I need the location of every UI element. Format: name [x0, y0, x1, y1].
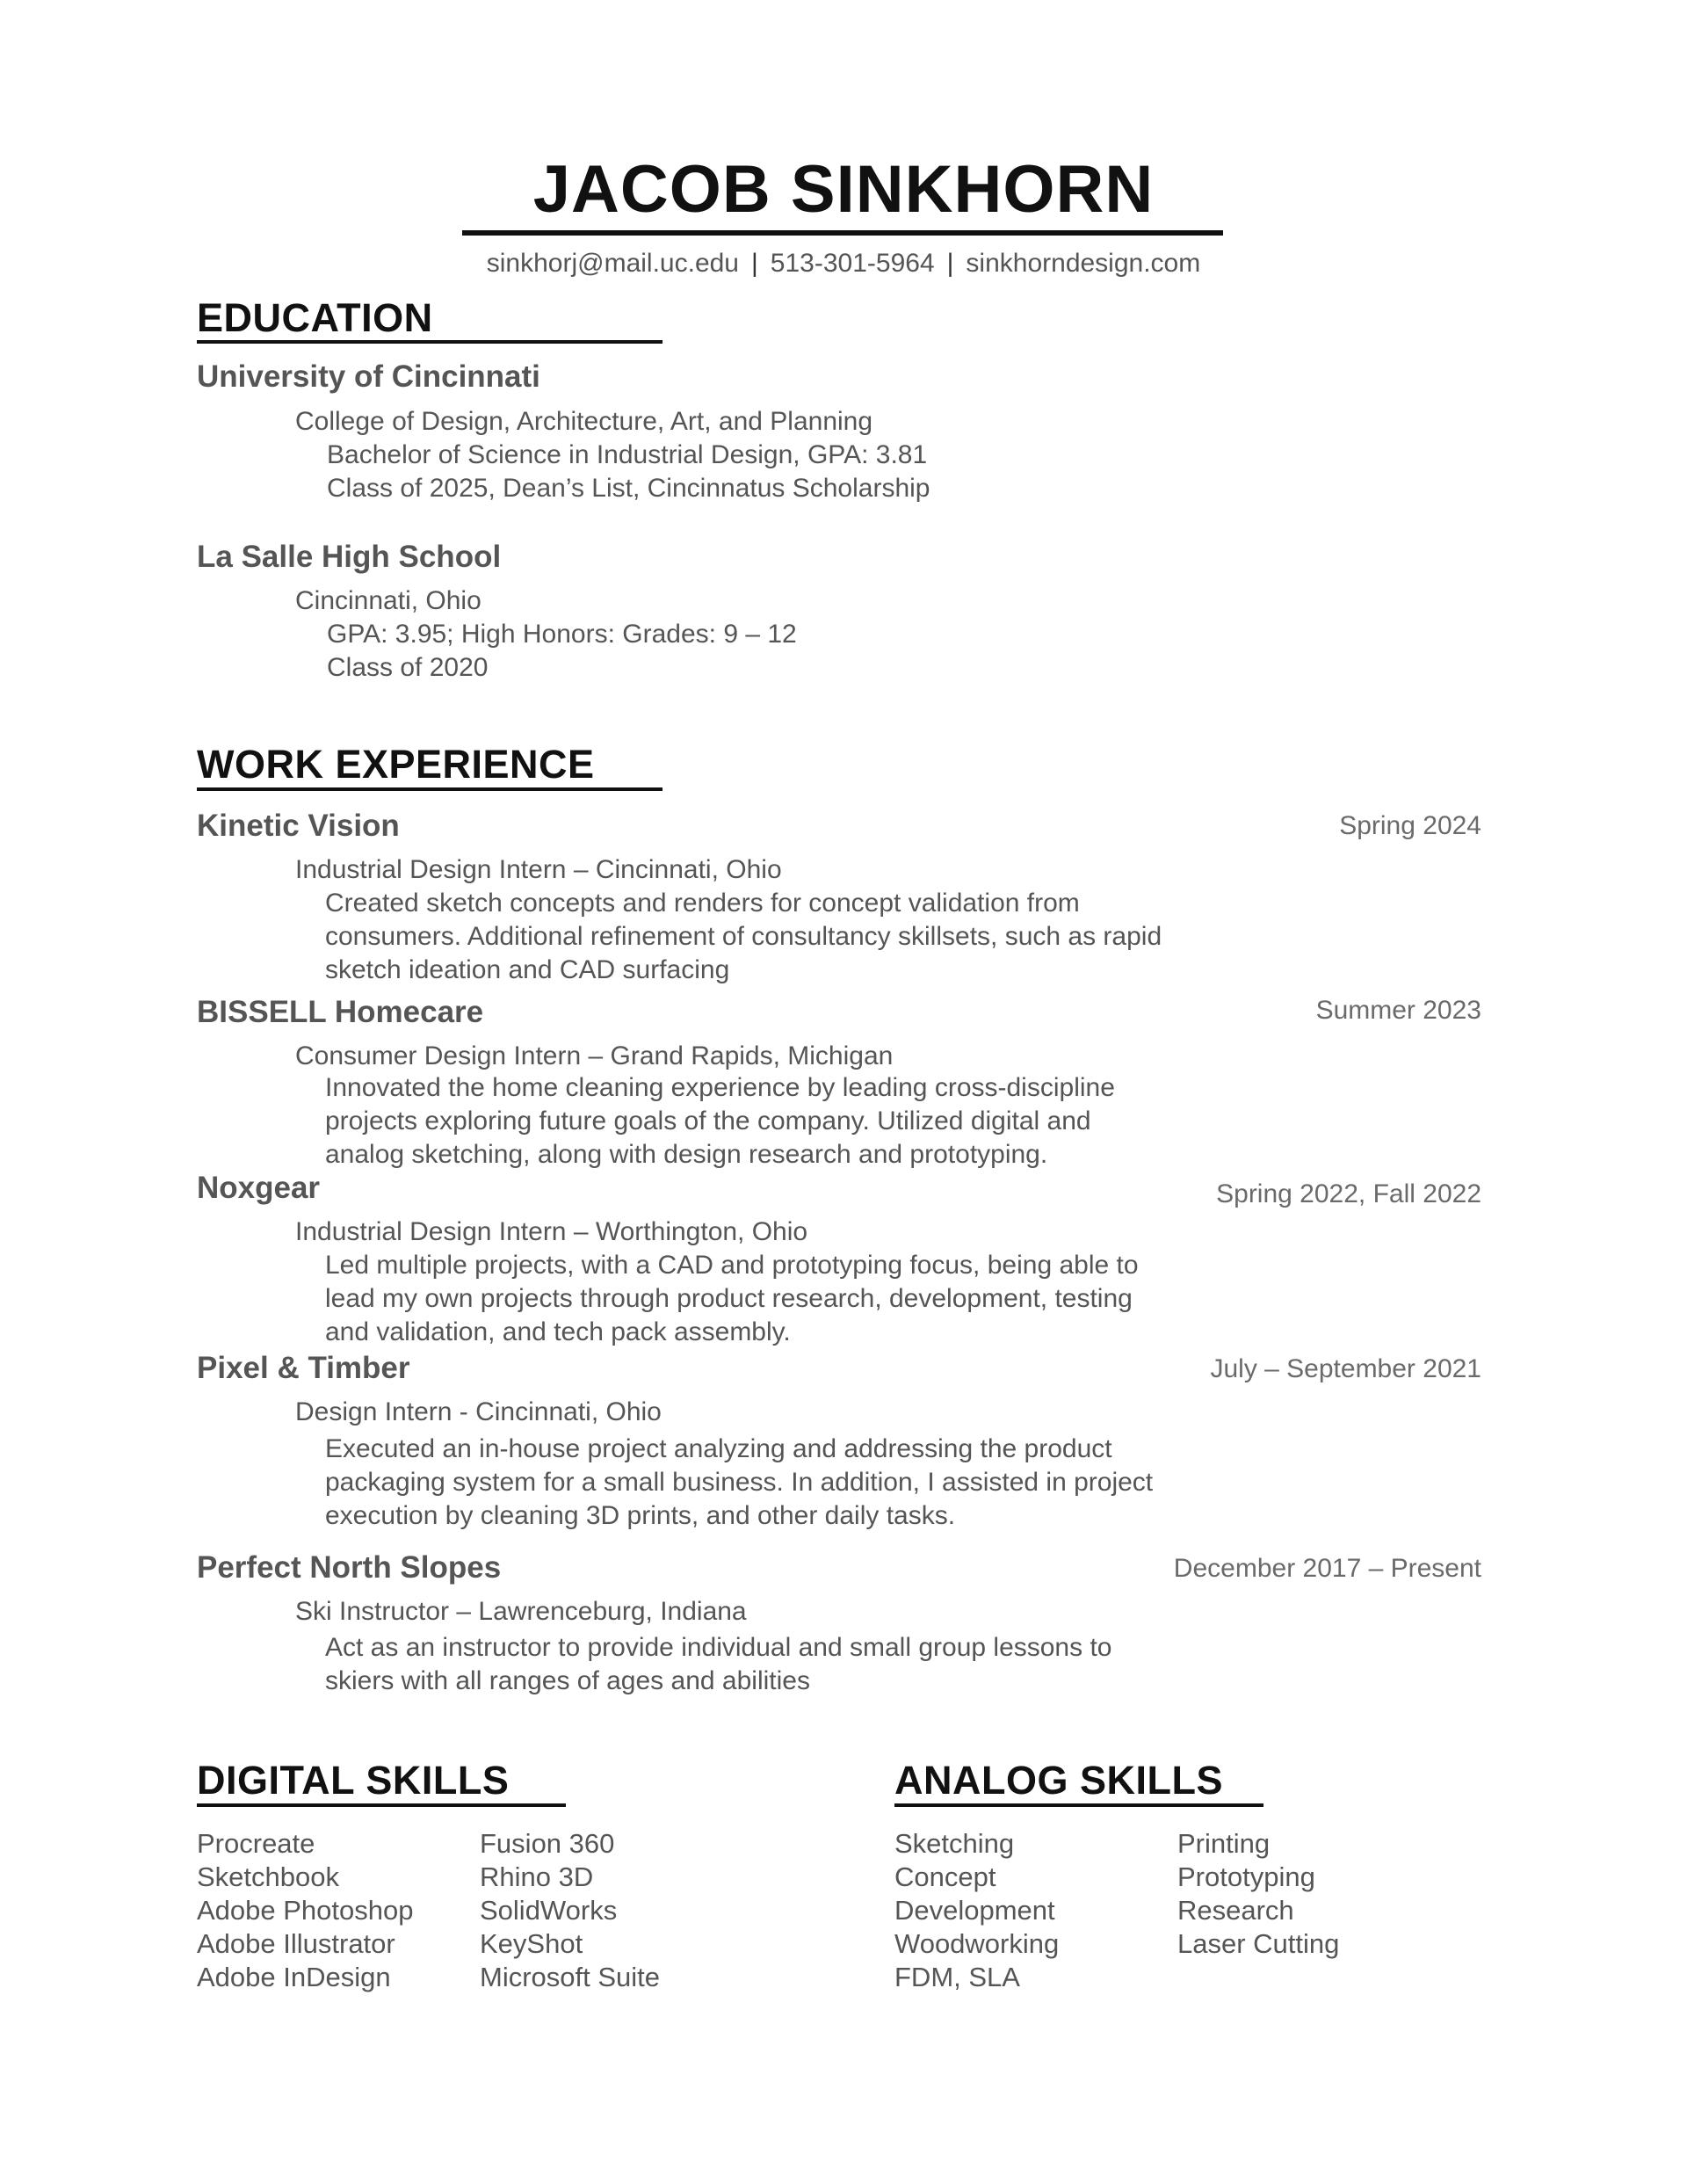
contact-website[interactable]: sinkhorndesign.com: [966, 249, 1201, 278]
work-role: Industrial Design Intern – Cincinnati, Ohio: [295, 855, 782, 884]
work-description: Executed an in-house project analyzing and addressing the product: [325, 1434, 1112, 1463]
education-rule: [197, 340, 662, 344]
education-detail: Bachelor of Science in Industrial Design, GPA: 3.81: [327, 440, 928, 469]
digital-skills-rule: [197, 1803, 566, 1807]
work-role: Ski Instructor – Lawrenceburg, Indiana: [295, 1597, 747, 1626]
work-description: analog sketching, along with design research and prototyping.: [325, 1140, 1048, 1169]
work-description: Led multiple projects, with a CAD and prototyping focus, being able to: [325, 1251, 1139, 1280]
skill-item: KeyShot: [480, 1928, 583, 1959]
work-date: Spring 2022, Fall 2022: [1216, 1179, 1481, 1208]
resume-name: JACOB SINKHORN: [532, 152, 1155, 227]
work-description: lead my own projects through product research, development, testing: [325, 1284, 1133, 1313]
contact-separator: |: [946, 249, 954, 278]
skill-item: Adobe InDesign: [197, 1962, 391, 1992]
work-date: July – September 2021: [1210, 1354, 1481, 1383]
skill-item: Development: [894, 1895, 1055, 1926]
work-description: Innovated the home cleaning experience by leading cross-discipline: [325, 1073, 1115, 1102]
skill-item: Microsoft Suite: [480, 1962, 661, 1992]
skill-item: Prototyping: [1177, 1861, 1315, 1892]
skill-item: FDM, SLA: [894, 1962, 1020, 1992]
skill-item: Laser Cutting: [1177, 1928, 1340, 1959]
education-school: La Salle High School: [197, 540, 502, 574]
education-title: EDUCATION: [197, 295, 433, 340]
work-date: December 2017 – Present: [1173, 1554, 1481, 1583]
contact-phone: 513-301-5964: [770, 249, 935, 278]
education-college: Cincinnati, Ohio: [295, 586, 481, 615]
analog-skills-rule: [894, 1803, 1263, 1807]
work-date: Summer 2023: [1315, 996, 1481, 1025]
skill-item: Sketchbook: [197, 1861, 339, 1892]
skill-item: Printing: [1177, 1828, 1271, 1859]
work-role: Industrial Design Intern – Worthington, Ohio: [295, 1217, 808, 1246]
education-school: University of Cincinnati: [197, 359, 540, 394]
skill-item: Rhino 3D: [480, 1861, 594, 1892]
work-company: Pixel & Timber: [197, 1351, 410, 1385]
work-description: Act as an instructor to provide individual and small group lessons to: [325, 1633, 1112, 1662]
work-description: Created sketch concepts and renders for concept validation from: [325, 889, 1080, 918]
work-description: and validation, and tech pack assembly.: [325, 1317, 791, 1346]
skill-item: Procreate: [197, 1828, 315, 1859]
work-company: BISSELL Homecare: [197, 995, 484, 1029]
analog-skills-title: ANALOG SKILLS: [894, 1758, 1223, 1803]
digital-skills-title: DIGITAL SKILLS: [197, 1758, 510, 1803]
work-description: sketch ideation and CAD surfacing: [325, 955, 730, 984]
work-description: skiers with all ranges of ages and abilities: [325, 1666, 810, 1695]
work-company: Perfect North Slopes: [197, 1550, 502, 1585]
skill-item: Woodworking: [894, 1928, 1060, 1959]
work-title: WORK EXPERIENCE: [197, 742, 595, 787]
work-role: Design Intern - Cincinnati, Ohio: [295, 1397, 662, 1426]
education-detail: GPA: 3.95; High Honors: Grades: 9 – 12: [327, 620, 797, 649]
work-role: Consumer Design Intern – Grand Rapids, Michigan: [295, 1041, 894, 1070]
skill-item: Sketching: [894, 1828, 1015, 1859]
name-underline: [462, 230, 1223, 236]
work-company: Noxgear: [197, 1171, 321, 1205]
work-description: consumers. Additional refinement of consultancy skillsets, such as rapid: [325, 922, 1162, 951]
contact-line: [0, 246, 1687, 281]
education-detail: Class of 2020: [327, 653, 489, 682]
work-date: Spring 2024: [1339, 811, 1481, 840]
skill-item: Fusion 360: [480, 1828, 615, 1859]
work-description: packaging system for a small business. In addition, I assisted in project: [325, 1468, 1154, 1497]
skill-item: Adobe Photoshop: [197, 1895, 414, 1926]
contact-separator: |: [751, 249, 758, 278]
education-detail: Class of 2025, Dean’s List, Cincinnatus Scholarship: [327, 474, 930, 503]
work-description: execution by cleaning 3D prints, and other daily tasks.: [325, 1501, 956, 1530]
work-rule: [197, 787, 662, 791]
work-company: Kinetic Vision: [197, 809, 400, 843]
education-college: College of Design, Architecture, Art, and Planning: [295, 407, 873, 436]
skill-item: Adobe Illustrator: [197, 1928, 395, 1959]
contact-email[interactable]: sinkhorj@mail.uc.edu: [486, 249, 739, 278]
skill-item: SolidWorks: [480, 1895, 618, 1926]
skill-item: Research: [1177, 1895, 1294, 1926]
skill-item: Concept: [894, 1861, 996, 1892]
work-description: projects exploring future goals of the company. Utilized digital and: [325, 1107, 1091, 1136]
